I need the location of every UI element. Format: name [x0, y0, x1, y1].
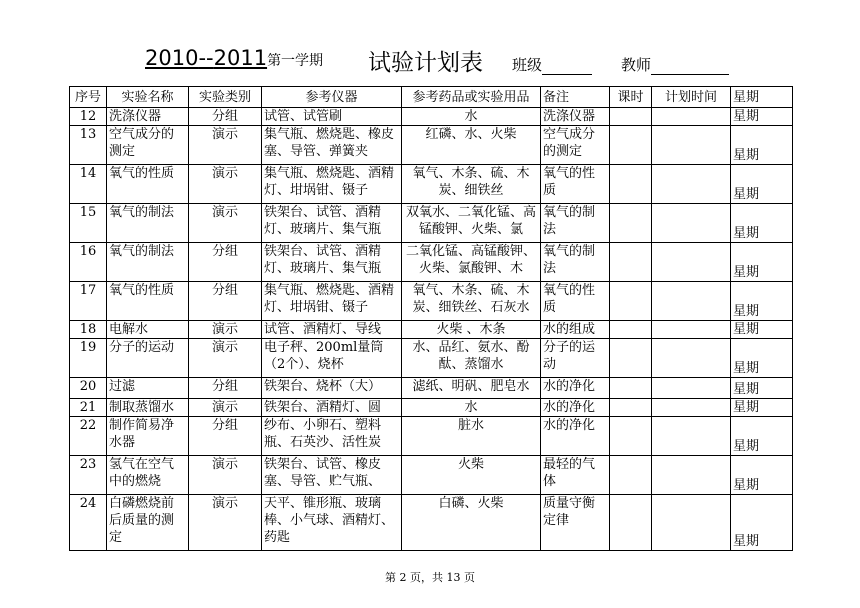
instruments-cell [262, 456, 402, 495]
col-header: 备注 [541, 87, 610, 108]
weekday: 星期 [733, 265, 760, 280]
experiment-name-cell [107, 417, 189, 456]
materials: 二氧化锰、高锰酸钾、火柴、氯酸钾、木 [405, 244, 536, 276]
experiment-type-cell [189, 204, 262, 243]
materials-cell [402, 243, 541, 282]
experiment-name: 氧气的性质 [109, 166, 175, 181]
row-number-cell [70, 108, 107, 126]
table-row [70, 126, 793, 165]
class-blank [542, 59, 592, 75]
row-number-cell [70, 165, 107, 204]
planned-time-cell [652, 417, 731, 456]
experiment-type: 演示 [211, 166, 238, 181]
row-number-cell [70, 399, 107, 417]
row-number-cell [70, 378, 107, 399]
experiment-name: 制作简易净水器 [109, 418, 175, 450]
note: 水的净化 [543, 379, 596, 394]
weekday-cell [731, 378, 793, 399]
instruments: 纱布、小卵石、塑料瓶、石英沙、活性炭 [264, 418, 382, 450]
table-row [70, 165, 793, 204]
materials: 氧气、木条、硫、木炭、细铁丝 [412, 166, 530, 198]
experiment-type-cell [189, 108, 262, 126]
instruments-cell [262, 126, 402, 165]
class-hours-cell [610, 321, 652, 339]
materials-cell [402, 456, 541, 495]
class-hours-cell [610, 339, 652, 378]
materials-cell [402, 378, 541, 399]
instruments-cell [262, 321, 402, 339]
class-hours-cell [610, 417, 652, 456]
note-cell [541, 108, 610, 126]
instruments: 天平、锥形瓶、玻璃棒、小气球、酒精灯、药匙 [264, 496, 395, 545]
table-row [70, 108, 793, 126]
experiment-name: 电解水 [109, 322, 149, 337]
weekday-cell [731, 108, 793, 126]
note-cell [541, 204, 610, 243]
class-hours-cell [610, 126, 652, 165]
weekday-cell [731, 495, 793, 551]
planned-time-cell [652, 243, 731, 282]
weekday-cell [731, 399, 793, 417]
table-row [70, 378, 793, 399]
row-number: 16 [79, 244, 97, 259]
weekday: 星期 [733, 148, 760, 163]
instruments: 铁架台、试管、酒精灯、玻璃片、集气瓶 [264, 244, 382, 276]
experiment-type-cell [189, 456, 262, 495]
instruments-cell [262, 165, 402, 204]
experiment-type-cell [189, 378, 262, 399]
planned-time-cell [652, 495, 731, 551]
experiment-name: 氧气的性质 [109, 283, 175, 298]
col-header: 实验名称 [107, 87, 189, 108]
materials: 双氧水、二氧化锰、高锰酸钾、火柴、氯 [405, 205, 536, 237]
note: 氧气的性质 [543, 283, 596, 315]
year-end: 2011 [213, 46, 268, 70]
class-field [512, 54, 592, 75]
experiment-name-cell [107, 399, 189, 417]
experiment-type: 演示 [211, 400, 238, 415]
experiment-type: 演示 [211, 340, 238, 355]
experiment-type-cell [189, 243, 262, 282]
instruments-cell [262, 399, 402, 417]
row-number: 14 [79, 166, 97, 181]
weekday-cell [731, 165, 793, 204]
materials: 滤纸、明矾、肥皂水 [412, 379, 530, 394]
class-hours-cell [610, 282, 652, 321]
class-hours-cell [610, 204, 652, 243]
note-cell [541, 126, 610, 165]
experiment-name-cell [107, 378, 189, 399]
materials-cell [402, 165, 541, 204]
experiment-name-cell [107, 339, 189, 378]
class-hours-cell [610, 165, 652, 204]
row-number-cell [70, 417, 107, 456]
col-header: 星期 [731, 87, 793, 108]
instruments: 铁架台、试管、酒精灯、玻璃片、集气瓶 [264, 205, 382, 237]
row-number: 17 [79, 283, 97, 298]
row-number-cell [70, 456, 107, 495]
row-number-cell [70, 339, 107, 378]
experiment-plan-table [69, 86, 793, 551]
experiment-type: 演示 [211, 127, 238, 142]
note: 洗涤仪器 [543, 109, 596, 124]
materials-cell [402, 108, 541, 126]
experiment-name-cell [107, 126, 189, 165]
weekday: 星期 [733, 109, 760, 124]
experiment-type-cell [189, 495, 262, 551]
page-footer: 第 2 页，共 13 页 [385, 571, 475, 584]
row-number: 13 [79, 127, 97, 142]
note: 水的净化 [543, 400, 596, 415]
table-row [70, 399, 793, 417]
materials-cell [402, 339, 541, 378]
experiment-type-cell [189, 399, 262, 417]
weekday-cell [731, 126, 793, 165]
year-start: 2010 [145, 46, 199, 70]
row-number: 15 [79, 205, 97, 220]
row-number: 18 [79, 322, 97, 337]
table-row [70, 321, 793, 339]
materials-cell [402, 417, 541, 456]
table-header-row [70, 87, 793, 108]
experiment-type-cell [189, 417, 262, 456]
year-separator: -- [198, 46, 214, 70]
materials: 氧气、木条、硫、木炭、细铁丝、石灰水 [412, 283, 530, 315]
planned-time-cell [652, 165, 731, 204]
weekday: 星期 [733, 322, 760, 337]
note: 质量守衡定律 [543, 496, 596, 528]
col-header: 课时 [610, 87, 652, 108]
note: 氧气的制法 [543, 244, 596, 276]
materials-cell [402, 282, 541, 321]
materials: 红磷、水、火柴 [425, 127, 517, 142]
weekday-cell [731, 282, 793, 321]
planned-time-cell [652, 399, 731, 417]
experiment-type-cell [189, 321, 262, 339]
instruments-cell [262, 495, 402, 551]
row-number: 24 [79, 496, 97, 511]
experiment-type: 分组 [211, 244, 238, 259]
table-row [70, 243, 793, 282]
note: 氧气的性质 [543, 166, 596, 198]
planned-time-cell [652, 321, 731, 339]
weekday: 星期 [733, 304, 760, 319]
col-header: 参考药品或实验用品 [402, 87, 541, 108]
weekday: 星期 [733, 226, 760, 241]
experiment-name-cell [107, 204, 189, 243]
note-cell [541, 417, 610, 456]
col-header: 参考仪器 [262, 87, 402, 108]
note: 水的净化 [543, 418, 596, 433]
class-hours-cell [610, 399, 652, 417]
note: 水的组成 [543, 322, 596, 337]
row-number: 23 [79, 457, 97, 472]
instruments-cell [262, 417, 402, 456]
materials-cell [402, 204, 541, 243]
experiment-type-cell [189, 339, 262, 378]
class-hours-cell [610, 456, 652, 495]
planned-time-cell [652, 204, 731, 243]
experiment-type-cell [189, 165, 262, 204]
note-cell [541, 456, 610, 495]
instruments: 铁架台、试管、橡皮塞、导管、贮气瓶、 [264, 457, 382, 489]
experiment-type: 演示 [211, 205, 238, 220]
weekday-cell [731, 321, 793, 339]
experiment-type: 分组 [211, 418, 238, 433]
experiment-type-cell [189, 126, 262, 165]
weekday: 星期 [733, 439, 760, 454]
note-cell [541, 282, 610, 321]
experiment-type: 演示 [211, 457, 238, 472]
planned-time-cell [652, 456, 731, 495]
planned-time-cell [652, 108, 731, 126]
experiment-name: 分子的运动 [109, 340, 175, 355]
instruments: 试管、试管刷 [264, 109, 343, 124]
experiment-name: 氧气的制法 [109, 205, 175, 220]
note-cell [541, 243, 610, 282]
experiment-name: 氧气的制法 [109, 244, 175, 259]
instruments: 铁架台、酒精灯、圆 [264, 400, 382, 415]
experiment-name-cell [107, 456, 189, 495]
experiment-type: 分组 [211, 109, 238, 124]
weekday: 星期 [733, 187, 760, 202]
instruments: 铁架台、烧杯（大） [264, 379, 382, 394]
experiment-name: 制取蒸馏水 [109, 400, 175, 415]
teacher-field [621, 54, 729, 75]
weekday-cell [731, 339, 793, 378]
experiment-name-cell [107, 495, 189, 551]
instruments-cell [262, 339, 402, 378]
table-row [70, 495, 793, 551]
experiment-name-cell [107, 108, 189, 126]
note: 空气成分的测定 [543, 127, 596, 159]
note-cell [541, 399, 610, 417]
weekday-cell [731, 243, 793, 282]
note: 氧气的制法 [543, 205, 596, 237]
instruments: 集气瓶、燃烧匙、酒精灯、坩埚钳、镊子 [264, 283, 395, 315]
row-number: 20 [79, 379, 97, 394]
materials: 火柴 、木条 [436, 322, 506, 337]
row-number: 22 [79, 418, 97, 433]
note-cell [541, 165, 610, 204]
row-number-cell [70, 495, 107, 551]
experiment-type: 演示 [211, 322, 238, 337]
school-year [133, 46, 323, 70]
planned-time-cell [652, 126, 731, 165]
weekday: 星期 [733, 382, 760, 397]
col-header: 序号 [70, 87, 107, 108]
table-row [70, 456, 793, 495]
row-number-cell [70, 243, 107, 282]
materials-cell [402, 495, 541, 551]
note: 最轻的气体 [543, 457, 596, 489]
materials: 水 [464, 400, 478, 415]
experiment-name: 过滤 [109, 379, 136, 394]
materials: 火柴 [457, 457, 484, 472]
materials: 脏水 [457, 418, 484, 433]
weekday-cell [731, 456, 793, 495]
row-number-cell [70, 282, 107, 321]
instruments-cell [262, 243, 402, 282]
weekday: 星期 [733, 534, 760, 549]
materials: 白磷、火柴 [438, 496, 504, 511]
page-title: 试验计划表 [368, 50, 483, 76]
experiment-type: 演示 [211, 496, 238, 511]
note-cell [541, 321, 610, 339]
instruments: 试管、酒精灯、导线 [264, 322, 382, 337]
note-cell [541, 339, 610, 378]
experiment-type-cell [189, 282, 262, 321]
class-hours-cell [610, 108, 652, 126]
experiment-name-cell [107, 321, 189, 339]
table-row [70, 339, 793, 378]
planned-time-cell [652, 378, 731, 399]
instruments-cell [262, 378, 402, 399]
planned-time-cell [652, 282, 731, 321]
instruments: 集气瓶、燃烧匙、橡皮塞、导管、弹簧夹 [264, 127, 395, 159]
weekday-cell [731, 417, 793, 456]
experiment-type: 分组 [211, 283, 238, 298]
col-header: 计划时间 [652, 87, 731, 108]
planned-time-cell [652, 339, 731, 378]
title-row [0, 40, 860, 80]
row-number: 19 [79, 340, 97, 355]
experiment-name: 氢气在空气中的燃烧 [109, 457, 175, 489]
materials-cell [402, 321, 541, 339]
class-hours-cell [610, 495, 652, 551]
experiment-name-cell [107, 243, 189, 282]
row-number: 21 [79, 400, 97, 415]
instruments-cell [262, 108, 402, 126]
experiment-name: 白磷燃烧前后质量的测定 [109, 496, 175, 545]
table-row [70, 204, 793, 243]
experiment-name-cell [107, 282, 189, 321]
row-number-cell [70, 126, 107, 165]
materials: 水、品红、氨水、酚酞、蒸馏水 [412, 340, 530, 372]
weekday: 星期 [733, 361, 760, 376]
weekday: 星期 [733, 400, 760, 415]
teacher-label: 教师 [621, 56, 652, 74]
experiment-name: 洗涤仪器 [109, 109, 162, 124]
materials-cell [402, 399, 541, 417]
teacher-blank [651, 59, 729, 75]
instruments: 电子秤、200ml量筒（2个）、烧杯 [264, 340, 384, 372]
col-header: 实验类别 [189, 87, 262, 108]
weekday-cell [731, 204, 793, 243]
note: 分子的运动 [543, 340, 596, 372]
row-number-cell [70, 204, 107, 243]
weekday: 星期 [733, 478, 760, 493]
semester: 第一学期 [267, 53, 324, 69]
instruments-cell [262, 282, 402, 321]
instruments-cell [262, 204, 402, 243]
class-label: 班级 [512, 56, 543, 74]
class-hours-cell [610, 243, 652, 282]
note-cell [541, 378, 610, 399]
instruments: 集气瓶、燃烧匙、酒精灯、坩埚钳、镊子 [264, 166, 395, 198]
materials-cell [402, 126, 541, 165]
class-hours-cell [610, 378, 652, 399]
note-cell [541, 495, 610, 551]
experiment-name: 空气成分的测定 [109, 127, 175, 159]
materials: 水 [464, 109, 478, 124]
row-number: 12 [79, 109, 97, 124]
experiment-type: 分组 [211, 379, 238, 394]
experiment-name-cell [107, 165, 189, 204]
row-number-cell [70, 321, 107, 339]
table-row [70, 417, 793, 456]
table-row [70, 282, 793, 321]
